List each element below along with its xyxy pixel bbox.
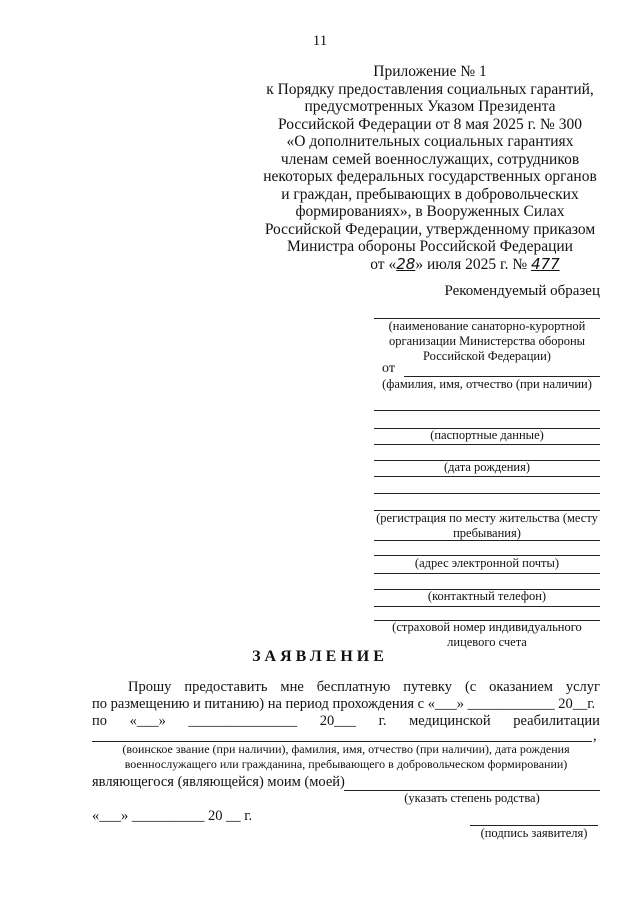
email-caption: (адрес электронной почты) — [414, 556, 560, 570]
body-word: оказанием — [489, 679, 553, 695]
snils-caption-line: лицевого счета — [447, 635, 527, 649]
signature-caption: (подпись заявителя) — [480, 826, 588, 840]
registration-line-1[interactable] — [374, 476, 600, 477]
order-day-handwritten: 28 — [396, 254, 416, 273]
body-word: медицинской — [409, 713, 491, 729]
relation-label: являющегося (являющейся) моим (моей) — [92, 774, 345, 790]
birth-caption: (дата рождения) — [443, 460, 531, 474]
body-word: предоставить — [184, 679, 268, 695]
body-line-1 — [128, 679, 600, 696]
org-caption-line: организации Министерства обороны — [388, 334, 586, 348]
registration-caption — [374, 511, 600, 541]
body-word: по — [92, 713, 108, 729]
order-date-prefix: от « — [370, 255, 397, 273]
body-word: реабилитации — [513, 713, 600, 729]
fio-caption: (фамилия, имя, отчество (при наличии) — [382, 377, 592, 391]
order-number-handwritten: 477 — [531, 254, 560, 273]
order-date-middle: » июля 2025 г. № — [415, 255, 528, 273]
from-label: от — [382, 361, 395, 376]
passport-line-2[interactable] — [374, 444, 600, 445]
header-line: предусмотренных Указом Президента — [304, 98, 556, 115]
body-word: путевку — [403, 679, 453, 695]
snils-caption-line: (страховой номер индивидуального — [392, 620, 582, 634]
application-date[interactable]: «___» __________ 20 __ г. — [92, 808, 253, 824]
registration-caption-line: пребывания) — [453, 526, 521, 540]
serviceman-line-comma: , — [593, 728, 597, 744]
body-word: бесплатную — [316, 679, 391, 695]
appendix-header — [250, 63, 610, 273]
fio-line-2[interactable] — [374, 410, 600, 411]
document-title: ЗАЯВЛЕНИЕ — [252, 648, 388, 665]
sample-label: Рекомендуемый образец — [444, 283, 600, 299]
body-line-2: по размещению и питанию) на период прохождения с «___» ____________ 20__г. — [92, 696, 596, 712]
period-end-day[interactable]: «___» — [129, 713, 166, 729]
body-line-3 — [92, 713, 600, 730]
period-end-year[interactable]: 20___ — [319, 713, 356, 729]
header-line: «О дополнительных социальных гарантиях — [286, 133, 574, 150]
body-word: (с — [464, 679, 477, 695]
passport-caption: (паспортные данные) — [430, 428, 544, 442]
header-line: и граждан, пребывающих в добровольческих — [281, 185, 579, 203]
body-word: г. — [378, 713, 387, 729]
header-line: формированиях», в Вооруженных Силах — [295, 203, 565, 220]
header-line: Министра обороны Российской Федерации — [287, 238, 573, 255]
serviceman-caption-line: (воинское звание (при наличии), фамилия, имя, отчество (при наличии), дата рождения — [122, 742, 570, 756]
org-caption-line: (наименование санаторно-курортной — [388, 319, 586, 333]
serviceman-caption — [92, 742, 600, 772]
body-word: мне — [280, 679, 304, 695]
snils-line-1[interactable] — [374, 606, 600, 607]
header-line: Приложение № 1 — [373, 63, 487, 80]
period-end-month[interactable]: _______________ — [188, 713, 298, 729]
header-line: к Порядку предоставления социальных гарантий, — [266, 80, 594, 98]
snils-caption — [374, 620, 600, 650]
order-date-line — [250, 256, 610, 274]
email-line-1[interactable] — [374, 540, 600, 541]
page-number: 11 — [312, 33, 328, 49]
body-word: Прошу — [128, 679, 172, 695]
header-line: некоторых федеральных государственных органов — [263, 168, 597, 185]
header-line: Российской Федерации от 8 мая 2025 г. № 300 — [278, 115, 582, 133]
header-line: членам семей военнослужащих, сотрудников — [280, 150, 580, 168]
body-word: услуг — [565, 679, 600, 695]
relation-caption: (указать степень родства) — [404, 791, 540, 805]
org-caption — [374, 319, 600, 364]
registration-line-2[interactable] — [374, 493, 600, 494]
header-line: Российской Федерации, утвержденному приказом — [264, 220, 596, 238]
org-caption-line: Российской Федерации) — [423, 349, 551, 363]
serviceman-caption-line: военнослужащего или гражданина, пребывающего в добровольческом формировании) — [124, 757, 568, 771]
phone-caption: (контактный телефон) — [427, 589, 547, 603]
phone-line-1[interactable] — [374, 573, 600, 574]
registration-caption-line: (регистрация по месту жительства (месту — [376, 511, 598, 525]
